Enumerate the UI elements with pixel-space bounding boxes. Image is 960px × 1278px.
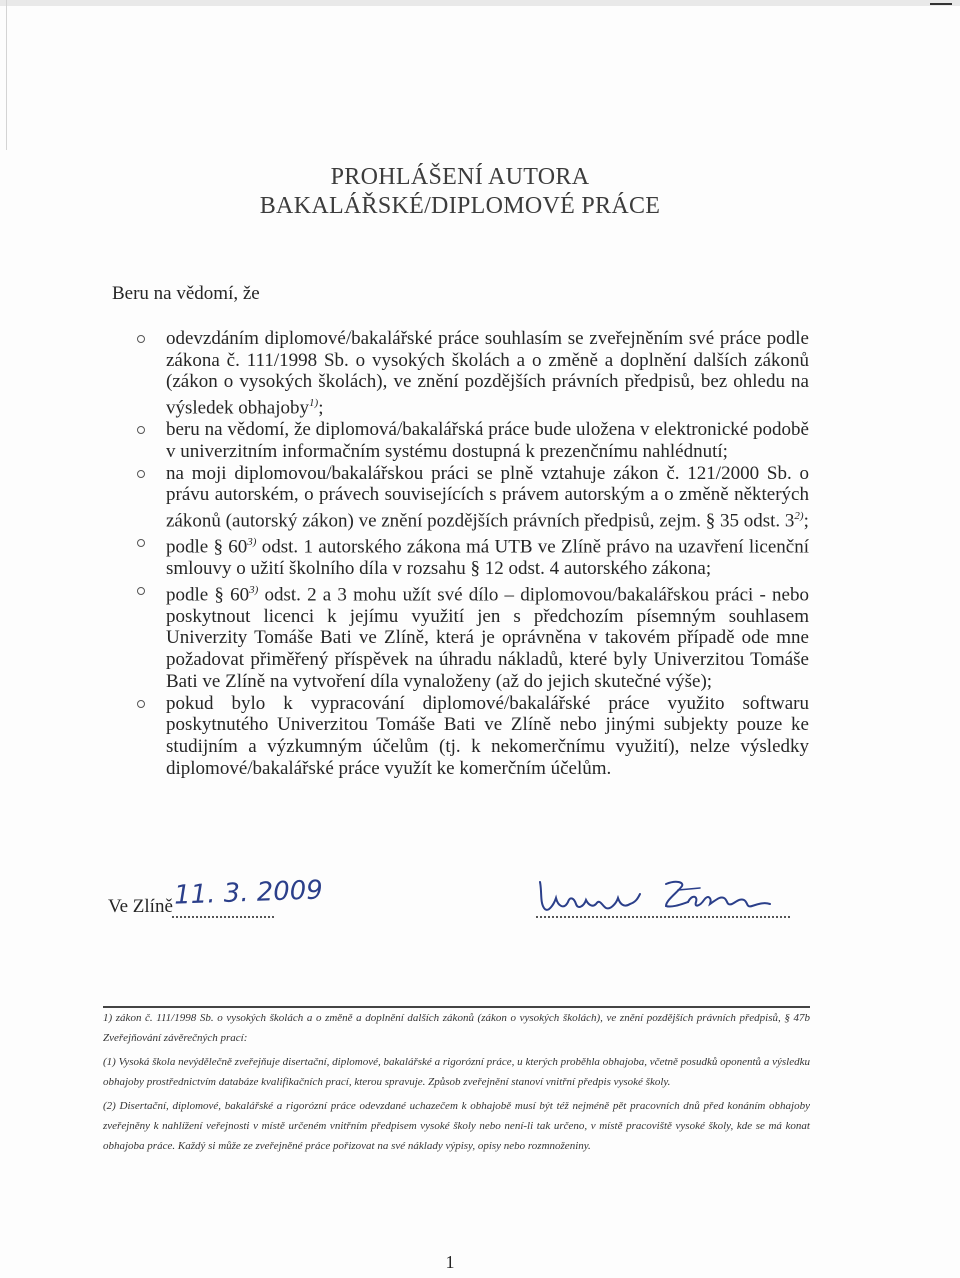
bullet-icon [137, 700, 145, 708]
scan-mark [930, 3, 952, 5]
bullet-icon [137, 335, 145, 343]
footnotes [103, 1008, 810, 1156]
declaration-item: beru na vědomí, že diplomová/bakalářská práce bude uložena v elektronické podobě v univerzitním informačním systému dostupná k prezenčnímu nahlédnutí; [119, 419, 809, 462]
handwritten-signature [532, 868, 802, 918]
scan-top-edge [0, 0, 960, 6]
bullet-icon [137, 587, 145, 595]
footnote-1-paragraph-2: (2) Disertační, diplomové, bakalářské a rigorózní práce odevzdané uchazečem k obhajobě musí být též nejméně pět pracovních dnů před konáním obhajoby zveřejněny k nahlížení veřejnosti v místě určeném vnitřním předpisem vysoké školy nebo není-li tak určeno, v místě pracoviště vysoké školy, kde se má konat obhajoba práce. Každý si může ze zveřejněné práce pořizovat na své náklady výpisy, opisy nebo rozmnoženiny. [103, 1100, 810, 1152]
declaration-list [119, 328, 809, 779]
bullet-icon [137, 470, 145, 478]
declaration-item: podle § 60$^{3)}$ odst. 2 a 3 mohu užít své dílo – diplomovou/bakalářskou práci - nebo poskytnout licenci k jejímu využití jen s předchozím písemným souhlasem Univerzity Tomáše Bati ve Zlíně, která je oprávněna v takovém případě ode mne požadovat přiměřený příspěvek na úhradu nákladů, které byly Univerzitou Tomáše Bati ve Zlíně na vytvoření díla vynaloženy (až do jejich skutečné výše); [119, 580, 809, 693]
bullet-icon [137, 426, 145, 434]
scan-left-edge [6, 0, 7, 150]
declaration-item: pokud bylo k vypracování diplomové/bakalářské práce využito softwaru poskytnutého Univerzitou Tomáše Bati ve Zlíně nebo jinými subjekty pouze ke studijním a výzkumným účelům (tj. k nekomerčnímu využití), nelze výsledky diplomové/bakalářské práce využít ke komerčním účelům. [119, 693, 809, 780]
place-label: Ve Zlíně [108, 896, 173, 917]
document-title-line2: BAKALÁŘSKÉ/DIPLOMOVÉ PRÁCE [259, 193, 661, 219]
intro-text: Beru na vědomí, že [112, 283, 260, 304]
page-number: 1 [445, 1252, 455, 1272]
footnote-1: 1) zákon č. 111/1998 Sb. o vysokých školách a o změně a doplnění dalších zákonů (zákon o vysokých školách), ve znění pozdějších právních předpisů, § 47b Zveřejňování závěrečných prací: [103, 1012, 810, 1044]
declaration-item: podle § 60$^{3)}$ odst. 1 autorského zákona má UTB ve Zlíně právo na uzavření licenční smlouvy o užití školního díla v rozsahu § 12 odst. 4 autorského zákona; [119, 532, 809, 580]
footnote-1-paragraph-1: (1) Vysoká škola nevýdělečně zveřejňuje disertační, diplomové, bakalářské a rigorózní práce, u kterých proběhla obhajoba, včetně posudků oponentů a výsledku obhajoby prostřednictvím databáze kvalifikačních prací, kterou spravuje. Způsob zveřejnění stanoví vnitřní předpis vysoké školy. [103, 1056, 810, 1088]
declaration-item: odevzdáním diplomové/bakalářské práce souhlasím se zveřejněním své práce podle zákona č. 111/1998 Sb. o vysokých školách a o změně a doplnění dalších zákonů (zákon o vysokých školách), ve znění pozdějších právních předpisů, bez ohledu na výsledek obhajoby$^{1)}$; [119, 328, 809, 419]
declaration-item: na moji diplomovou/bakalářskou práci se plně vztahuje zákon č. 121/2000 Sb. o právu autorském, o právech souvisejících s právem autorským a o změně některých zákonů (autorský zákon) ve znění pozdějších právních předpisů, zejm. § 35 odst. 3$^{2)}$; [119, 463, 809, 532]
document-title-line1: PROHLÁŠENÍ AUTORA [330, 164, 590, 190]
bullet-icon [137, 539, 145, 547]
handwritten-date: 11. 3. 2009 [173, 875, 324, 911]
